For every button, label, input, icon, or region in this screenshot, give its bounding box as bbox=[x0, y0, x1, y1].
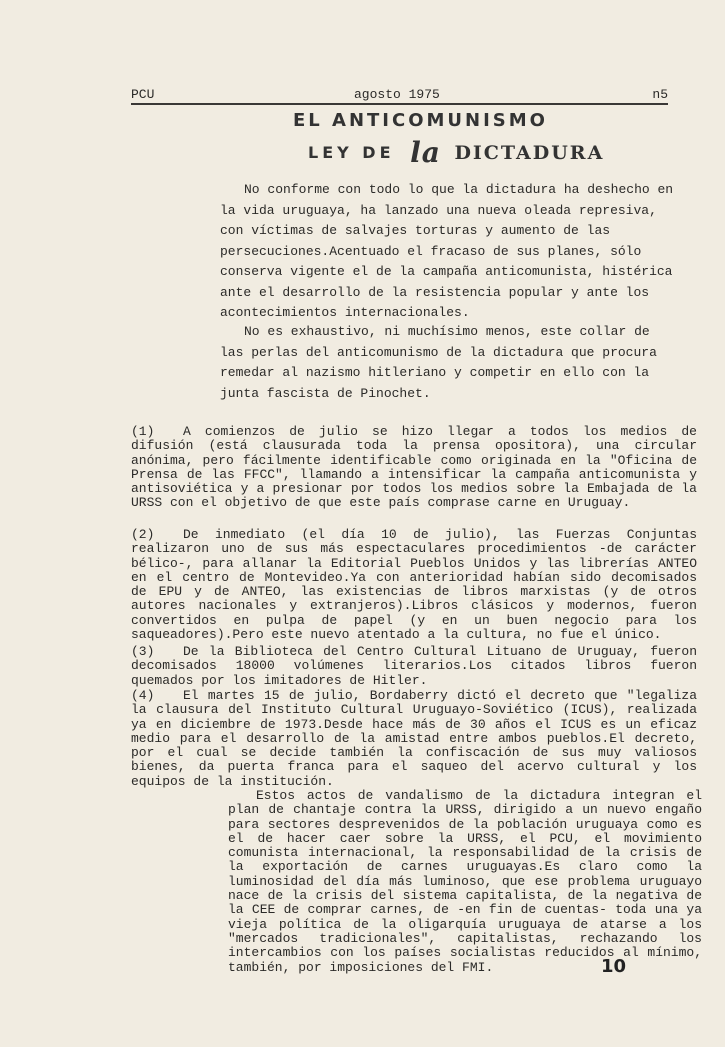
intro-paragraph-1: No conforme con todo lo que la dictadura ha deshecho en la vida uruguaya, ha lanzado una nueva oleada represiva, con víctimas de salvajes torturas y aumento de las persecuciones.Acentuado el fracaso de sus planes, sólo conserva vigente el de la campaña anticomunista, histérica ante el desarrollo de la resistencia popular y ante los acontecimientos internacionales. bbox=[220, 182, 674, 320]
item-text: A comienzos de julio se hizo llegar a todos los medios de difusión (está clausurada toda la prensa opositora), una circular anónima, pero fácilmente identificable como originada en la "Oficina de Prensa de las FFCC", llamando a intensificar la campaña anticomunista y antisoviética y a presionar por todos los medios sobre la Embajada de la URSS con el objetivo de que este país comprase carne en Uruguay. bbox=[131, 424, 697, 511]
header-date: agosto 1975 bbox=[354, 87, 440, 102]
item-text: De inmediato (el día 10 de julio), las Fuerzas Conjuntas realizaron uno de sus más espectaculares procedimientos -de carácter bélico-, para allanar la Editorial Pueblos Unidos y las librerías ANTEO en el centro de Montevideo.Ya con anterioridad habían sido decomisados de EPU y de ANTEO, las existencias de libros marxistas (y de otros autores nacionales y extranjeros).Libros clásicos y modernos, fueron convertidos en pulpa de papel (y en un buen negocio para los saqueadores).Pero este nuevo atentado a la cultura, no fue el único. bbox=[131, 527, 697, 643]
title-word-la: la bbox=[410, 136, 441, 169]
article-title-line2 bbox=[308, 136, 604, 169]
item-number: (1) bbox=[131, 424, 155, 439]
intro-paragraph-2: No es exhaustivo, ni muchísimo menos, este collar de las perlas del anticomunismo de la dictadura que procura remedar al nazismo hitleriano y competir en ello con la junta fascista de Pinochet. bbox=[220, 324, 657, 401]
header-issue: n5 bbox=[652, 87, 668, 102]
title-word-dictadura: DICTADURA bbox=[454, 142, 605, 164]
item-text: El martes 15 de julio, Bordaberry dictó el decreto que "legaliza la clausura del Instituto Cultural Uruguayo-Soviético (ICUS), realizada ya en diciembre de 1973.Desde hace más de 30 años el ICUS es un eficaz medio para el desarrollo de la amistad entre ambos pueblos.El decreto, por el cual se decide también la confiscación de sus muy valiosos bienes, da puerta franca para el saqueo del acervo cultural y los equipos de la institución. bbox=[131, 688, 697, 789]
article-title-line1: EL ANTICOMUNISMO bbox=[293, 110, 548, 131]
title-word-ley-de: LEY DE bbox=[308, 143, 395, 162]
item-number: (4) bbox=[131, 688, 155, 703]
running-header bbox=[131, 88, 668, 105]
list-item bbox=[131, 645, 697, 688]
list-item bbox=[131, 528, 697, 642]
header-publication: PCU bbox=[131, 87, 155, 102]
page-number: 10 bbox=[601, 956, 627, 977]
list-item bbox=[131, 425, 697, 511]
item-number: (3) bbox=[131, 644, 155, 659]
list-item bbox=[131, 689, 697, 789]
item-number: (2) bbox=[131, 527, 155, 542]
item-text: De la Biblioteca del Centro Cultural Lituano de Uruguay, fueron decomisados 18000 volúmenes literarios.Los citados libros fueron quemados por los imitadores de Hitler. bbox=[131, 644, 697, 688]
closing-paragraph: Estos actos de vandalismo de la dictadura integran el plan de chantaje contra la URSS, dirigido a un nuevo engaño para sectores desprevenidos de la población uruguaya como es el de hacer caer sobre la URSS, el PCU, el movimiento comunista internacional, la responsabilidad de la crisis de la exportación de carnes uruguayas.Es claro como la luminosidad del día más luminoso, que ese problema uruguayo nace de la crisis del sistema capitalista, de la negativa de la CEE de comprar carnes, de -en fin de cuentas- toda una ya vieja política de la oligarquía uruguaya de atarse a los "mercados tradicionales", capitalistas, rechazando los intercambios con los países socialistas reducidos al mínimo, también, por imposiciones del FMI. bbox=[228, 788, 702, 975]
